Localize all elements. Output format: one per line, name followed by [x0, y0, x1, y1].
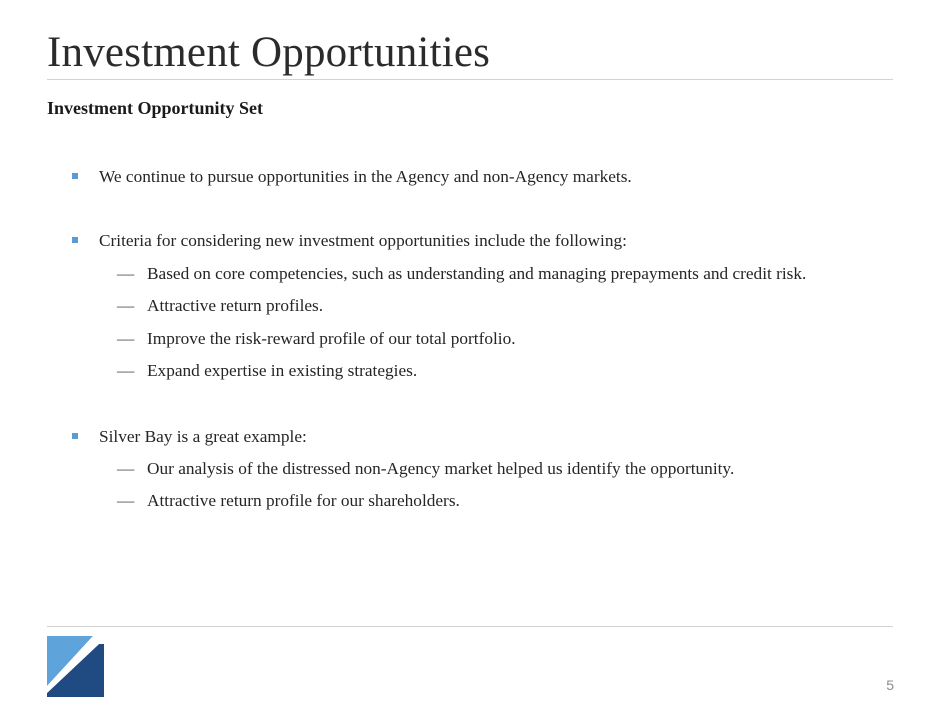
dash-marker: —	[117, 361, 135, 380]
dash-marker: —	[117, 296, 135, 315]
dash-marker: —	[117, 491, 135, 510]
dash-marker: —	[117, 264, 135, 283]
square-bullet-icon	[72, 173, 78, 179]
square-bullet-icon	[72, 237, 78, 243]
title-divider	[47, 79, 893, 80]
footer-divider	[47, 626, 893, 627]
bullet-text: Silver Bay is a great example:	[99, 427, 307, 446]
bullet-text: Criteria for considering new investment opportunities include the following:	[99, 231, 627, 250]
dash-marker: —	[117, 329, 135, 348]
square-bullet-icon	[72, 433, 78, 439]
sub-bullet-text: Attractive return profile for our shareholders.	[147, 491, 460, 510]
dash-marker: —	[117, 459, 135, 478]
section-heading: Investment Opportunity Set	[47, 98, 264, 118]
sub-bullet-text: Improve the risk-reward profile of our total portfolio.	[147, 329, 516, 348]
bullet-text: We continue to pursue opportunities in the Agency and non-Agency markets.	[99, 167, 632, 186]
page-number: 5	[886, 677, 894, 693]
sub-bullet-text: Based on core competencies, such as understanding and managing prepayments and credit risk.	[147, 264, 807, 283]
slide-title: Investment Opportunities	[47, 29, 491, 76]
sub-bullet-text: Our analysis of the distressed non-Agency market helped us identify the opportunity.	[147, 459, 735, 478]
sub-bullet-text: Expand expertise in existing strategies.	[147, 361, 418, 380]
company-logo-icon	[47, 636, 105, 697]
sub-bullet-text: Attractive return profiles.	[147, 296, 324, 315]
